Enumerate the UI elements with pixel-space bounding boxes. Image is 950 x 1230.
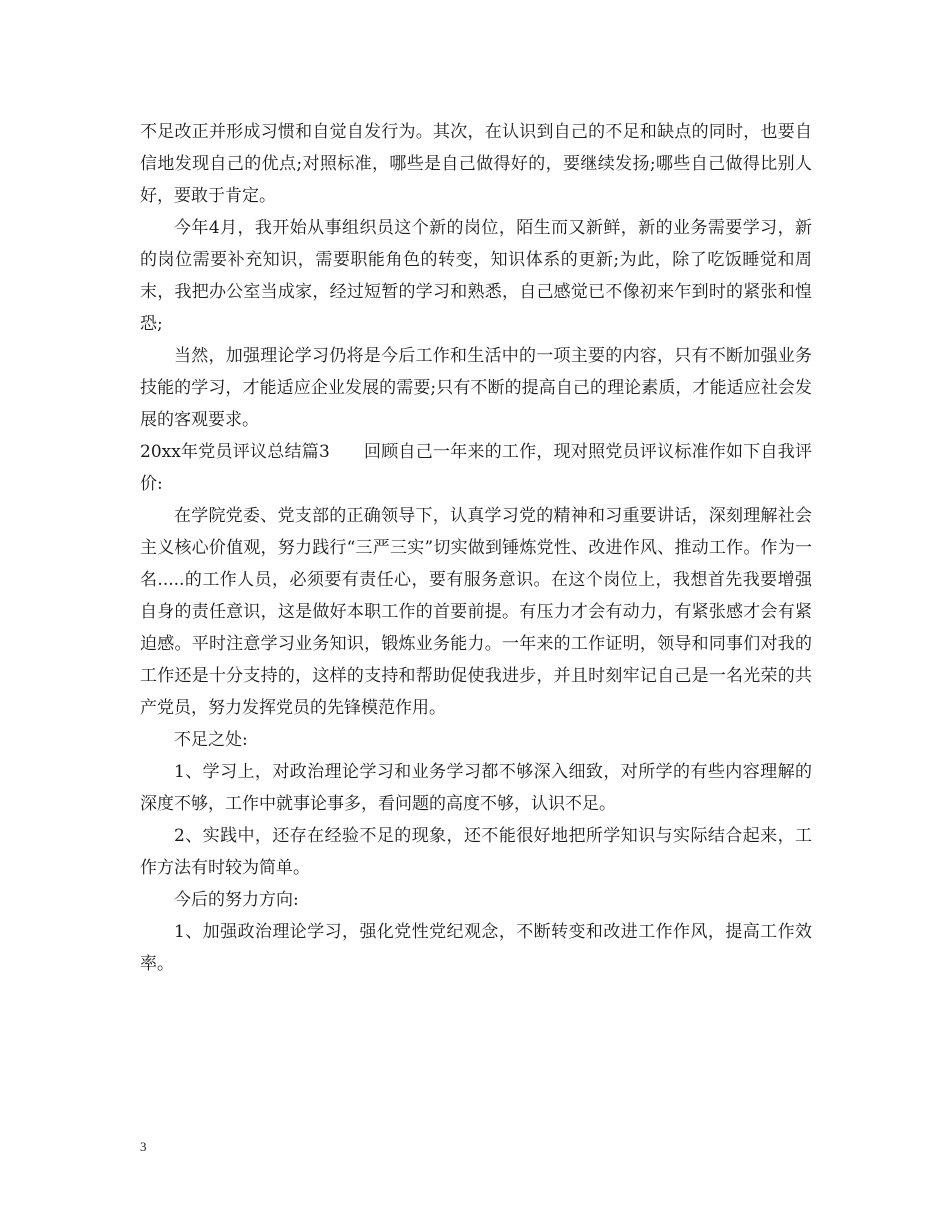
paragraph-theory-study: 当然，加强理论学习仍将是今后工作和生活中的一项主要的内容，只有不断加强业务技能的学习，才能适应企业发展的需要;只有不断的提高自己的理论素质，才能适应社会发展的客观要求。	[140, 346, 812, 430]
section-title: 20xx年党员评议总结篇3	[140, 442, 330, 462]
shortcoming-item-2: 2、实践中，还存在经验不足的现象，还不能很好地把所学知识与实际结合起来，工作方法有时较为简单。	[140, 826, 812, 878]
document-body	[140, 116, 812, 980]
shortcoming-item-1: 1、学习上，对政治理论学习和业务学习都不够深入细致，对所学的有些内容理解的深度不够，工作中就事论事多，看问题的高度不够，认识不足。	[140, 762, 812, 814]
shortcomings-heading: 不足之处:	[174, 730, 248, 750]
page-number: 3	[140, 1139, 147, 1154]
section-intro: 回顾自己一年来的工作，现对照党员评议标准作如下自我评价:	[140, 442, 813, 494]
section-heading	[140, 436, 812, 500]
future-direction-item-1: 1、加强政治理论学习，强化党性党纪观念，不断转变和改进工作作风，提高工作效率。	[140, 922, 812, 974]
future-direction-heading: 今后的努力方向:	[174, 890, 299, 910]
paragraph-continued: 不足改正并形成习惯和自觉自发行为。其次，在认识到自己的不足和缺点的同时，也要自信地发现自己的优点;对照标准，哪些是自己做得好的，要继续发扬;哪些自己做得比别人好，要敢于肯定。	[140, 122, 812, 206]
paragraph-self-evaluation: 在学院党委、党支部的正确领导下，认真学习党的精神和习重要讲话，深刻理解社会主义核心价值观，努力践行“三严三实”切实做到锤炼党性、改进作风、推动工作。作为一名.....的工作人员，必须要有责任心，要有服务意识。在这个岗位上，我想首先我要增强自身的责任意识，这是做好本职工作的首要前提。有压力才会有动力，有紧张感才会有紧迫感。平时注意学习业务知识，锻炼业务能力。一年来的工作证明，领导和同事们对我的工作还是十分支持的，这样的支持和帮助促使我进步，并且时刻牢记自己是一名光荣的共产党员，努力发挥党员的先锋模范作用。	[140, 506, 812, 718]
paragraph-new-position: 今年4月，我开始从事组织员这个新的岗位，陌生而又新鲜，新的业务需要学习，新的岗位需要补充知识，需要职能角色的转变，知识体系的更新;为此，除了吃饭睡觉和周末，我把办公室当成家，经过短暂的学习和熟悉，自己感觉已不像初来乍到时的紧张和惶恐;	[140, 218, 812, 334]
